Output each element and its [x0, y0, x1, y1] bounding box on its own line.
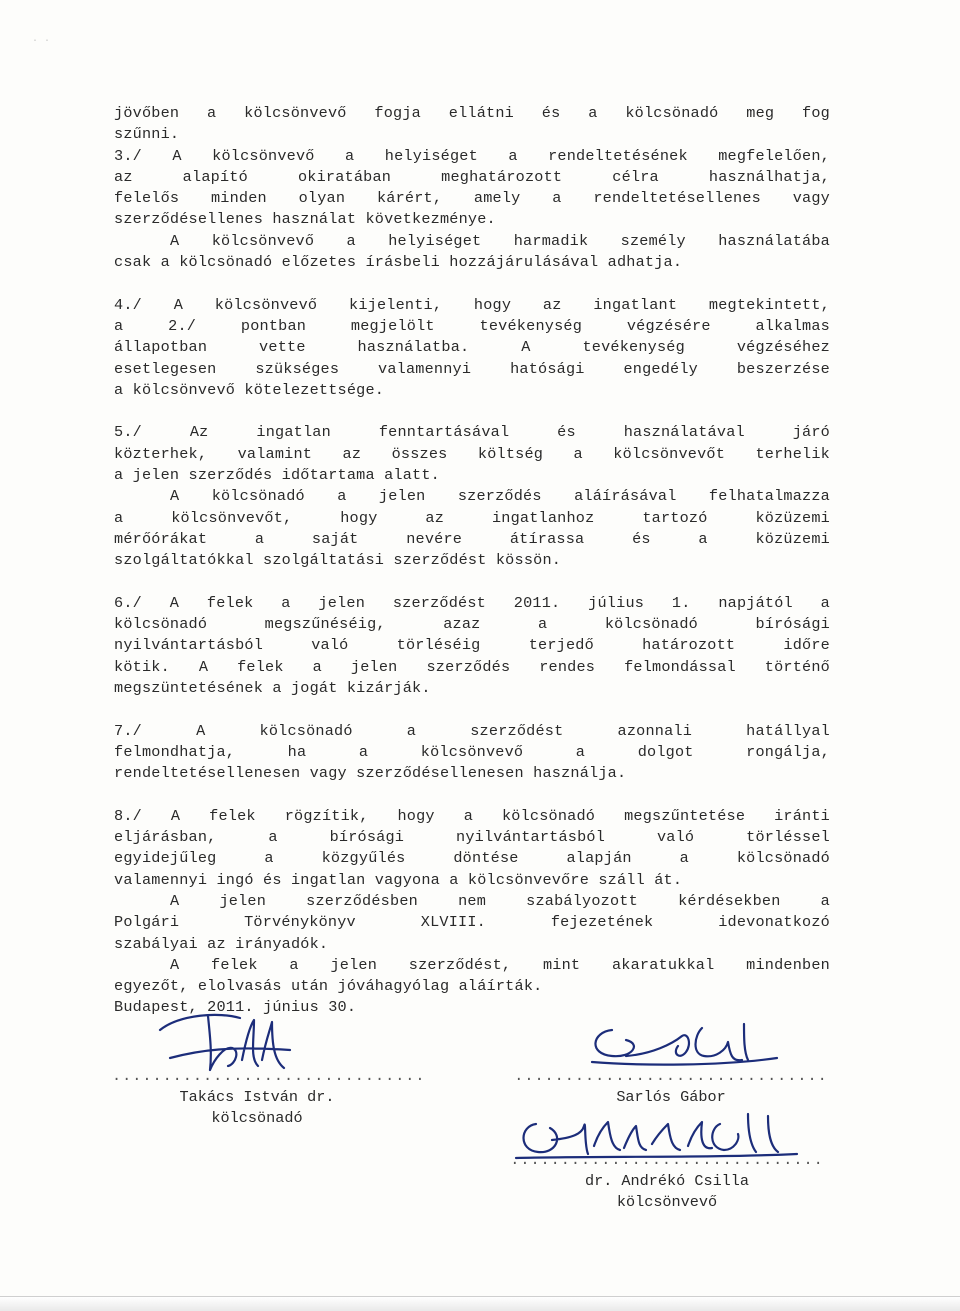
signature-block-lender — [112, 1066, 426, 1129]
text-line: 8./ A felek rögzítik, hogy a kölcsönadó megszűntetése iránti — [114, 806, 830, 825]
signature-block-borrower-1 — [512, 1066, 830, 1108]
signature-block-borrower-2 — [508, 1150, 826, 1213]
text-line: Polgári Törvénykönyv XLVIII. fejezetének idevonatkozó — [114, 913, 830, 932]
paragraph-3 — [114, 146, 830, 274]
text-line: szűnni. — [114, 125, 180, 144]
text-line: megszüntetésének a jogát kizárják. — [114, 679, 431, 698]
text-line: rendeltetésellenesen vagy szerződésellenesen használja. — [114, 764, 627, 783]
text-line: felelős minden olyan kárért, amely a rendeltetésellenes vagy — [114, 189, 830, 208]
text-line: 5./ Az ingatlan fenntartásával és használatával járó — [114, 423, 830, 442]
text-line: a kölcsönvevő kötelezettsége. — [114, 380, 385, 399]
text-line: kölcsönadó megszűnéséig, azaz a kölcsönadó bírósági — [114, 615, 830, 634]
text-line: egyezőt, elolvasás után jóváhagyólag aláírták. — [114, 977, 543, 996]
text-line: eljárásban, a bírósági nyilvántartásból való törléssel — [114, 828, 830, 847]
text-line: állapotban vette használatba. A tevékenység végzéséhez — [114, 338, 830, 357]
paragraph-7 — [114, 721, 830, 785]
text-line: egyidejűleg a közgyűlés döntése alapján a kölcsönadó — [114, 849, 830, 868]
text-line: valamennyi ingó és ingatlan vagyona a kölcsönvevőre száll át. — [114, 870, 683, 889]
text-line: A felek a jelen szerződést, mint akaratukkal mindenben — [170, 955, 830, 974]
paragraph-6 — [114, 593, 830, 699]
text-line: közterhek, valamint az összes költség a kölcsönvevőt terhelik — [114, 444, 830, 463]
text-line: az alapító okiratában meghatározott célra használhatja, — [114, 167, 830, 186]
lender-role: kölcsönadó — [211, 1109, 303, 1127]
text-line: a jelen szerződés időtartama alatt. — [114, 466, 440, 485]
text-line: nyilvántartásból való törléséig terjedő határozott időre — [114, 636, 830, 655]
contract-body — [114, 103, 830, 1019]
text-line: 7./ A kölcsönadó a szerződést azonnali hatállyal — [114, 721, 830, 740]
text-line: A kölcsönvevő a helyiséget harmadik személy használatába — [170, 231, 830, 250]
text-line: 3./ A kölcsönvevő a helyiséget a rendeltetésének megfelelően, — [114, 146, 830, 165]
text-line: mérőórákat a saját nevére átírassa és a közüzemi — [114, 529, 830, 548]
text-line: A kölcsönadó a jelen szerződés aláírásával felhatalmazza — [170, 487, 830, 506]
signature-line: ............................... — [514, 1067, 828, 1085]
text-line: A jelen szerződésben nem szabályozott kérdésekben a — [170, 891, 830, 910]
scan-bottom-edge — [0, 1296, 960, 1311]
text-line: a 2./ pontban megjelölt tevékenység végzésére alkalmas — [114, 316, 830, 335]
scan-speck: · · — [32, 36, 51, 47]
signature-line: ............................... — [510, 1151, 824, 1169]
text-line: kötik. A felek a jelen szerződés rendes felmondással történő — [114, 657, 830, 676]
text-line: jövőben a kölcsönvevő fogja ellátni és a kölcsönadó meg fog — [114, 104, 830, 122]
lender-name: Takács István dr. — [179, 1088, 335, 1106]
text-line: a kölcsönvevőt, hogy az ingatlanhoz tartozó közüzemi — [114, 508, 830, 527]
text-line: 6./ A felek a jelen szerződést 2011. július 1. napjától a — [114, 593, 830, 612]
paragraph-4 — [114, 295, 830, 401]
text-line: csak a kölcsönadó előzetes írásbeli hozzájárulásával adhatja. — [114, 253, 683, 272]
paragraph-5 — [114, 422, 830, 571]
borrower-name-1: Sarlós Gábor — [616, 1088, 726, 1106]
text-line: felmondhatja, ha a kölcsönvevő a dolgot rongálja, — [114, 742, 830, 761]
text-line: szabályai az irányadók. — [114, 934, 329, 953]
signature-sarlos — [582, 1014, 782, 1074]
borrower-role: kölcsönvevő — [616, 1193, 718, 1211]
paragraph-8 — [114, 806, 830, 1019]
paragraph-continuation — [114, 103, 830, 146]
text-line: szolgáltatókkal szolgáltatási szerződést kössön. — [114, 551, 562, 570]
date-line: Budapest, 2011. június 30. — [114, 998, 357, 1017]
text-line: 4./ A kölcsönvevő kijelenti, hogy az ingatlant megtekintett, — [114, 295, 830, 314]
borrower-name-2: dr. Andrékó Csilla — [584, 1172, 750, 1190]
signature-line: ............................... — [112, 1067, 426, 1085]
text-line: szerződésellenes használat következménye. — [114, 210, 496, 229]
text-line: esetlegesen szükséges valamennyi hatósági engedély beszerzése — [114, 359, 830, 378]
